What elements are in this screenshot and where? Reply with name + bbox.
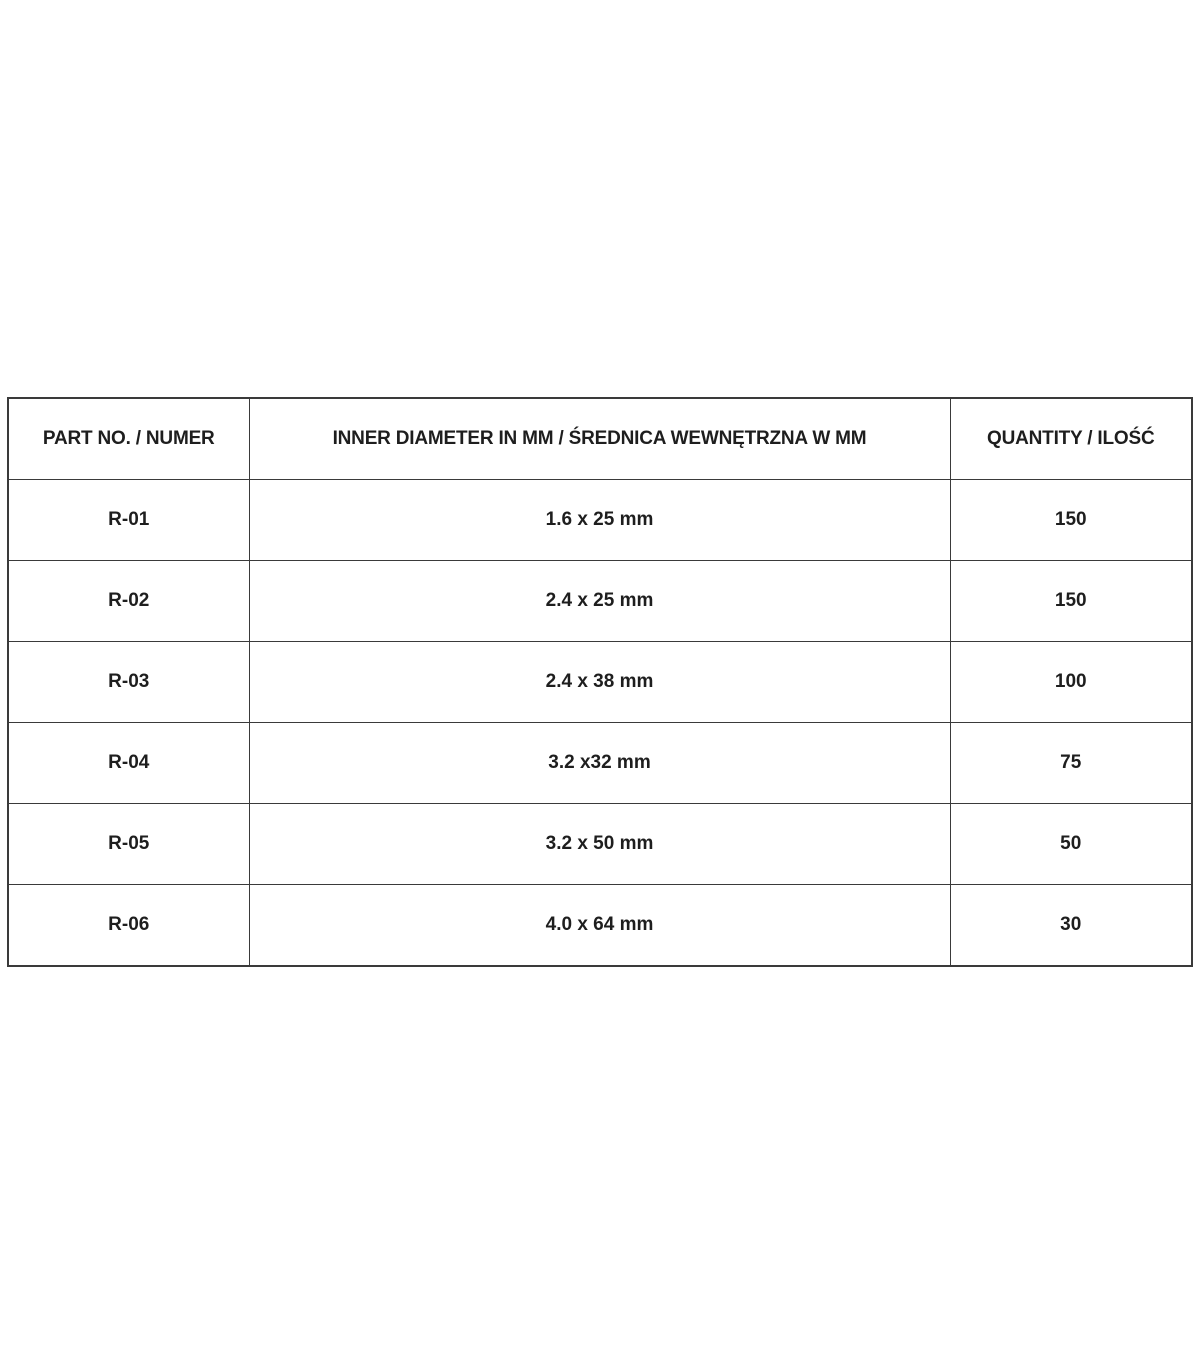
- table-header-row: [8, 398, 1192, 480]
- cell-quantity: 30: [950, 885, 1192, 967]
- cell-inner-diameter: 4.0 x 64 mm: [249, 885, 950, 967]
- cell-part-number: R-05: [8, 804, 249, 885]
- header-quantity: QUANTITY / ILOŚĆ: [950, 398, 1192, 480]
- table-row: [8, 480, 1192, 561]
- header-inner-diameter: INNER DIAMETER IN MM / ŚREDNICA WEWNĘTRZNA W MM: [249, 398, 950, 480]
- cell-quantity: 50: [950, 804, 1192, 885]
- cell-inner-diameter: 2.4 x 38 mm: [249, 642, 950, 723]
- cell-part-number: R-03: [8, 642, 249, 723]
- cell-quantity: 100: [950, 642, 1192, 723]
- cell-part-number: R-06: [8, 885, 249, 967]
- header-part-number: PART NO. / NUMER: [8, 398, 249, 480]
- cell-inner-diameter: 1.6 x 25 mm: [249, 480, 950, 561]
- table-row: [8, 885, 1192, 967]
- cell-quantity: 150: [950, 480, 1192, 561]
- cell-quantity: 150: [950, 561, 1192, 642]
- table-row: [8, 723, 1192, 804]
- table-row: [8, 561, 1192, 642]
- table-row: [8, 804, 1192, 885]
- cell-part-number: R-01: [8, 480, 249, 561]
- table-row: [8, 642, 1192, 723]
- cell-quantity: 75: [950, 723, 1192, 804]
- cell-part-number: R-02: [8, 561, 249, 642]
- spec-table: [7, 397, 1193, 967]
- cell-part-number: R-04: [8, 723, 249, 804]
- cell-inner-diameter: 3.2 x32 mm: [249, 723, 950, 804]
- cell-inner-diameter: 2.4 x 25 mm: [249, 561, 950, 642]
- cell-inner-diameter: 3.2 x 50 mm: [249, 804, 950, 885]
